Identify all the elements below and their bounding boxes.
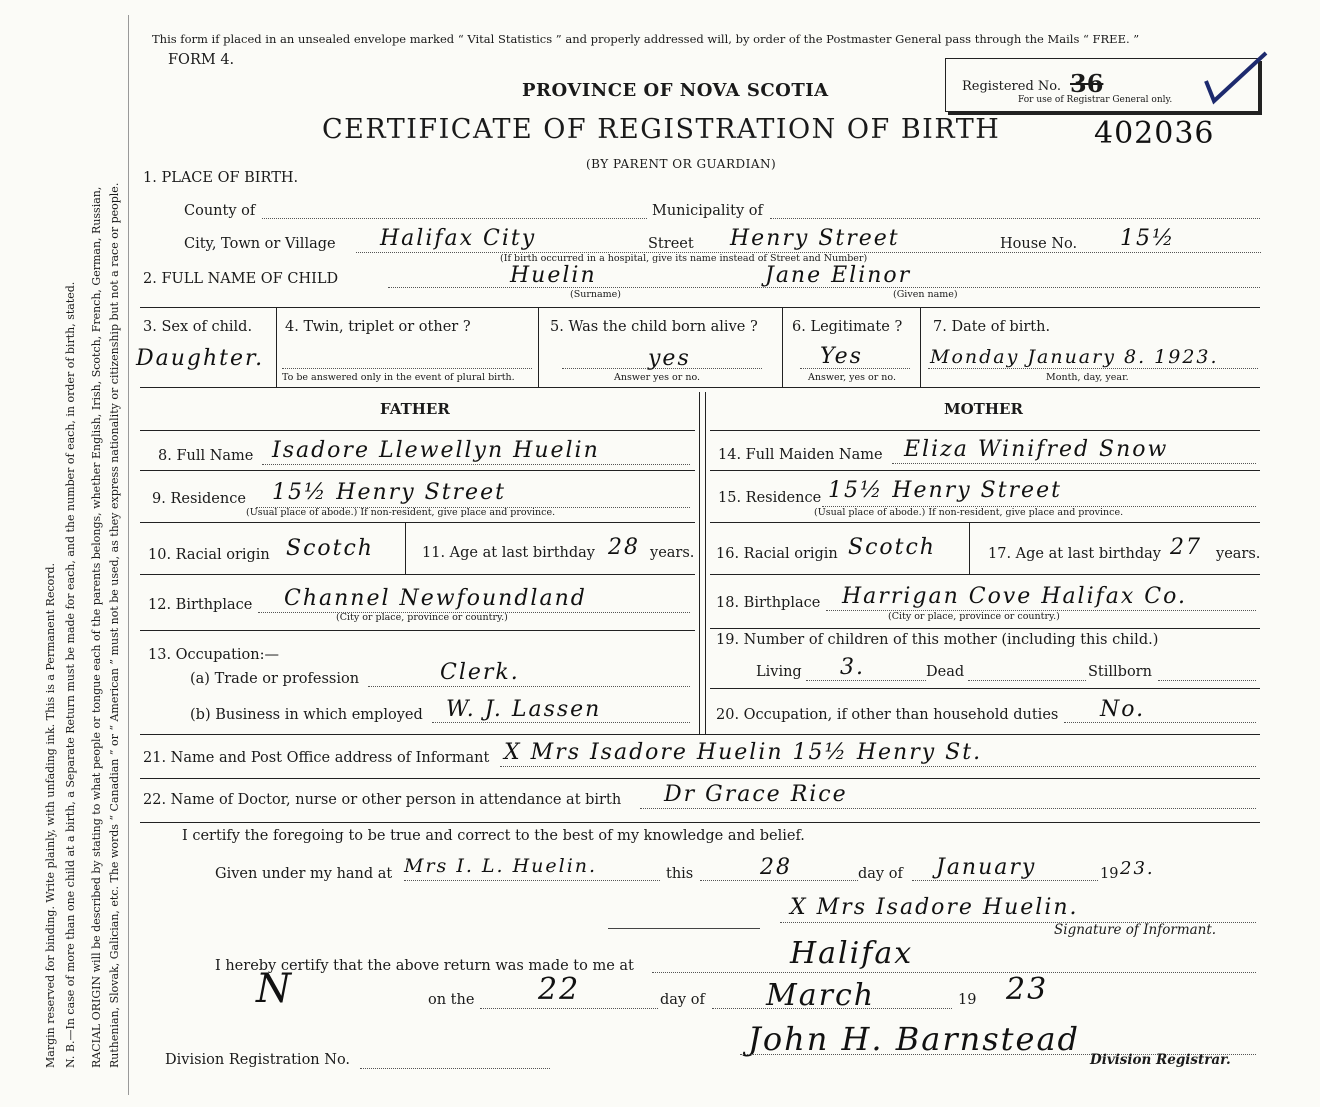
twin-note: To be answered only in the event of plural birth. [282, 372, 515, 383]
registrar-use-note: For use of Registrar General only. [1018, 95, 1173, 105]
registrar-place-value: Halifax [790, 936, 914, 971]
house-no-label: House No. [1000, 236, 1078, 252]
mother-race-value: Scotch [848, 535, 936, 560]
mother-residence-value: 15½ Henry Street [828, 478, 1062, 503]
given-line [404, 880, 660, 881]
reg-day-line [480, 1008, 658, 1009]
living-value: 3. [840, 655, 865, 680]
page-subtitle: (BY PARENT OR GUARDIAN) [586, 157, 777, 171]
father-birthplace-value: Channel Newfoundland [284, 586, 587, 611]
divider-1 [276, 307, 277, 387]
father-name-value: Isadore Llewellyn Huelin [272, 438, 600, 463]
mother-rule-3 [710, 522, 1260, 523]
division-no-line [360, 1068, 550, 1069]
father-heading: FATHER [380, 400, 450, 418]
margin-note-nationality: Ruthenian, Slovak, Galician, etc. The words “ Canadian ” or “ American ” must not be used, as they express nationality or citizenship but not a race or people. [108, 182, 121, 1068]
hospital-note: (If birth occurred in a hospital, give its name instead of Street and Number) [500, 253, 868, 264]
date-line [928, 368, 1258, 369]
mother-name-label: 14. Full Maiden Name [718, 447, 883, 463]
municipality-label: Municipality of [652, 203, 763, 219]
registrar-initials: N [256, 966, 293, 1012]
mother-rule-6 [710, 688, 1260, 689]
registrar-signature: John H. Barnstead [748, 1020, 1081, 1058]
informant-label: 21. Name and Post Office address of Informant [143, 750, 490, 766]
margin-note-binding: Margin reserved for binding. Write plainly, with unfading ink. This is a Permanent Record. [44, 562, 57, 1068]
mother-birthplace-note: (City or place, province or country.) [888, 611, 1060, 622]
registrar-day-value: 22 [538, 972, 581, 1007]
doctor-value: Dr Grace Rice [664, 782, 848, 807]
check-mark-icon [1196, 51, 1276, 111]
father-occupation-label: 13. Occupation:— [148, 647, 279, 663]
mother-occupation-label: 20. Occupation, if other than household duties [716, 707, 1059, 723]
registrar-year-value: 23 [1006, 972, 1049, 1007]
born-alive-note: Answer yes or no. [614, 372, 701, 383]
margin-divider [128, 15, 129, 1095]
doctor-label: 22. Name of Doctor, nurse or other person in attendance at birth [143, 792, 622, 808]
municipality-line [770, 218, 1260, 219]
center-divider-2 [705, 392, 706, 734]
sex-value: Daughter. [136, 346, 265, 371]
father-rule-4 [140, 574, 695, 575]
dead-line [968, 680, 1086, 681]
mother-occ-line [1064, 722, 1256, 723]
father-birthplace-label: 12. Birthplace [148, 597, 253, 613]
father-age-unit: years. [650, 545, 695, 561]
date-of-birth-label: 7. Date of birth. [933, 319, 1051, 335]
given-name-note: (Given name) [893, 289, 958, 300]
father-race-value: Scotch [286, 536, 374, 561]
legitimate-line [800, 368, 910, 369]
father-residence-note: (Usual place of abode.) If non-resident, give place and province. [246, 507, 556, 518]
center-divider [699, 392, 700, 734]
born-alive-line [562, 368, 762, 369]
mother-rule-5 [710, 628, 1260, 629]
legitimate-label: 6. Legitimate ? [792, 319, 903, 335]
registered-box [945, 58, 1259, 112]
mother-heading: MOTHER [944, 400, 1023, 418]
mother-rule-1 [710, 430, 1260, 431]
child-name-line [388, 287, 1260, 288]
this-label: this [666, 866, 694, 882]
registrar-place-line [652, 972, 1256, 973]
born-alive-value: yes [648, 346, 691, 371]
county-line [262, 218, 647, 219]
city-value: Halifax City [380, 226, 537, 251]
twin-label: 4. Twin, triplet or other ? [285, 319, 471, 335]
father-rule-3 [140, 522, 695, 523]
father-business-label: (b) Business in which employed [190, 707, 423, 723]
date-note: Month, day, year. [1046, 372, 1129, 383]
divider-2 [538, 307, 539, 387]
street-label: Street [648, 236, 694, 252]
living-line [806, 680, 926, 681]
dead-label: Dead [926, 664, 965, 680]
form-number: FORM 4. [168, 52, 235, 68]
divider-3 [782, 307, 783, 387]
informant-signature: X Mrs Isadore Huelin. [790, 895, 1079, 920]
registered-label: Registered No. [962, 79, 1062, 94]
mother-occupation-value: No. [1100, 697, 1146, 722]
father-rule-1 [140, 430, 695, 431]
informant-line [500, 766, 1256, 767]
city-label: City, Town or Village [184, 236, 336, 252]
house-no-value: 15½ [1120, 226, 1176, 251]
mother-age-unit: years. [1216, 546, 1261, 562]
mother-age-value: 27 [1170, 535, 1202, 560]
division-registrar-label: Division Registrar. [1090, 1052, 1231, 1068]
stillborn-label: Stillborn [1088, 664, 1152, 680]
division-registration-no-label: Division Registration No. [165, 1052, 351, 1068]
mother-birthplace-value: Harrigan Cove Halifax Co. [842, 584, 1187, 609]
reg-month-line [712, 1008, 952, 1009]
father-race-divider [405, 522, 406, 574]
mother-birthplace-label: 18. Birthplace [716, 595, 821, 611]
day-line [700, 880, 858, 881]
father-biz-line [432, 722, 690, 723]
surname-note: (Surname) [570, 289, 621, 300]
month-line [912, 880, 1098, 881]
registered-number: 36 [1070, 69, 1104, 98]
child-name-label: 2. FULL NAME OF CHILD [143, 271, 339, 287]
informant-value: X Mrs Isadore Huelin 15½ Henry St. [504, 740, 983, 765]
cert-month-value: January [936, 855, 1037, 880]
cert-day-of-label: day of [858, 866, 903, 882]
signature-of-informant-label: Signature of Informant. [1054, 922, 1217, 938]
on-the-label: on the [428, 992, 475, 1008]
father-trade-value: Clerk. [440, 660, 520, 685]
living-label: Living [756, 664, 802, 680]
province-heading: PROVINCE OF NOVA SCOTIA [522, 80, 829, 101]
street-value: Henry Street [730, 226, 900, 251]
rule-informant-top [140, 734, 1260, 735]
father-name-line [262, 464, 690, 465]
stillborn-line [1158, 680, 1256, 681]
certificate-number: 402036 [1094, 116, 1215, 151]
mother-name-value: Eliza Winifred Snow [904, 437, 1169, 462]
rule-row3 [140, 387, 1260, 388]
margin-note-racial: RACIAL ORIGIN will be described by stating to what people or tongue each of the parents belongs, whether English, Irish, Scotch, French, German, Russian, [90, 186, 103, 1068]
mother-rule-4 [710, 574, 1260, 575]
father-age-value: 28 [608, 535, 640, 560]
certify-statement: I certify the foregoing to be true and correct to the best of my knowledge and belief. [182, 828, 805, 844]
registrar-month-value: March [766, 978, 876, 1013]
sex-label: 3. Sex of child. [143, 319, 253, 335]
registrar-certify-label: I hereby certify that the above return was made to me at [215, 958, 634, 974]
mother-rule-2 [710, 470, 1260, 471]
margin-note-nb: N. B.—In case of more than one child at a birth, a Separate Return must be made for each, and the number of each, in order of birth, stated. [64, 281, 77, 1068]
cert-day-value: 28 [760, 855, 792, 880]
mother-residence-label: 15. Residence [718, 490, 822, 506]
father-business-value: W. J. Lassen [446, 697, 602, 722]
registrar-year-prefix: 19 [958, 992, 977, 1008]
father-name-label: 8. Full Name [158, 448, 254, 464]
rule-top [140, 307, 1260, 308]
child-given-name: Jane Elinor [765, 263, 912, 288]
registrar-day-of-label: day of [660, 992, 705, 1008]
mother-race-label: 16. Racial origin [716, 546, 838, 562]
twin-line [282, 368, 532, 369]
father-residence-value: 15½ Henry Street [272, 480, 506, 505]
county-label: County of [184, 203, 256, 219]
mother-race-divider [969, 522, 970, 574]
page-title: CERTIFICATE OF REGISTRATION OF BIRTH [322, 114, 1001, 145]
born-alive-label: 5. Was the child born alive ? [550, 319, 758, 335]
cert-year-prefix: 19 [1100, 866, 1119, 882]
child-surname: Huelin [510, 263, 597, 288]
father-rule-2 [140, 470, 695, 471]
father-age-label: 11. Age at last birthday [422, 545, 595, 561]
father-trade-line [368, 686, 690, 687]
mother-name-line [892, 463, 1256, 464]
father-residence-label: 9. Residence [152, 491, 246, 507]
divider-4 [920, 307, 921, 387]
mother-residence-note: (Usual place of abode.) If non-resident, give place and province. [814, 507, 1124, 518]
mother-age-label: 17. Age at last birthday [988, 546, 1161, 562]
father-trade-label: (a) Trade or profession [190, 671, 360, 687]
cert-year-value: 23. [1120, 858, 1155, 879]
rule-doctor [140, 822, 1260, 823]
doctor-line [640, 808, 1256, 809]
sig-blank-line [608, 928, 760, 929]
legitimate-note: Answer, yes or no. [808, 372, 897, 383]
date-of-birth-value: Monday January 8. 1923. [930, 346, 1219, 368]
father-race-label: 10. Racial origin [148, 547, 270, 563]
father-rule-5 [140, 630, 695, 631]
place-of-birth-heading: 1. PLACE OF BIRTH. [143, 170, 299, 186]
father-birthplace-note: (City or place, province or country.) [336, 612, 508, 623]
given-under-label: Given under my hand at [215, 866, 393, 882]
mail-note: This form if placed in an unsealed envelope marked “ Vital Statistics ” and properly addressed will, by order of the Postmaster General pass through the Mails “ FREE. ” [152, 32, 1140, 46]
children-count-label: 19. Number of children of this mother (including this child.) [716, 632, 1159, 648]
rule-informant [140, 778, 1260, 779]
given-under-value: Mrs I. L. Huelin. [404, 855, 598, 877]
legitimate-value: Yes [820, 344, 863, 369]
